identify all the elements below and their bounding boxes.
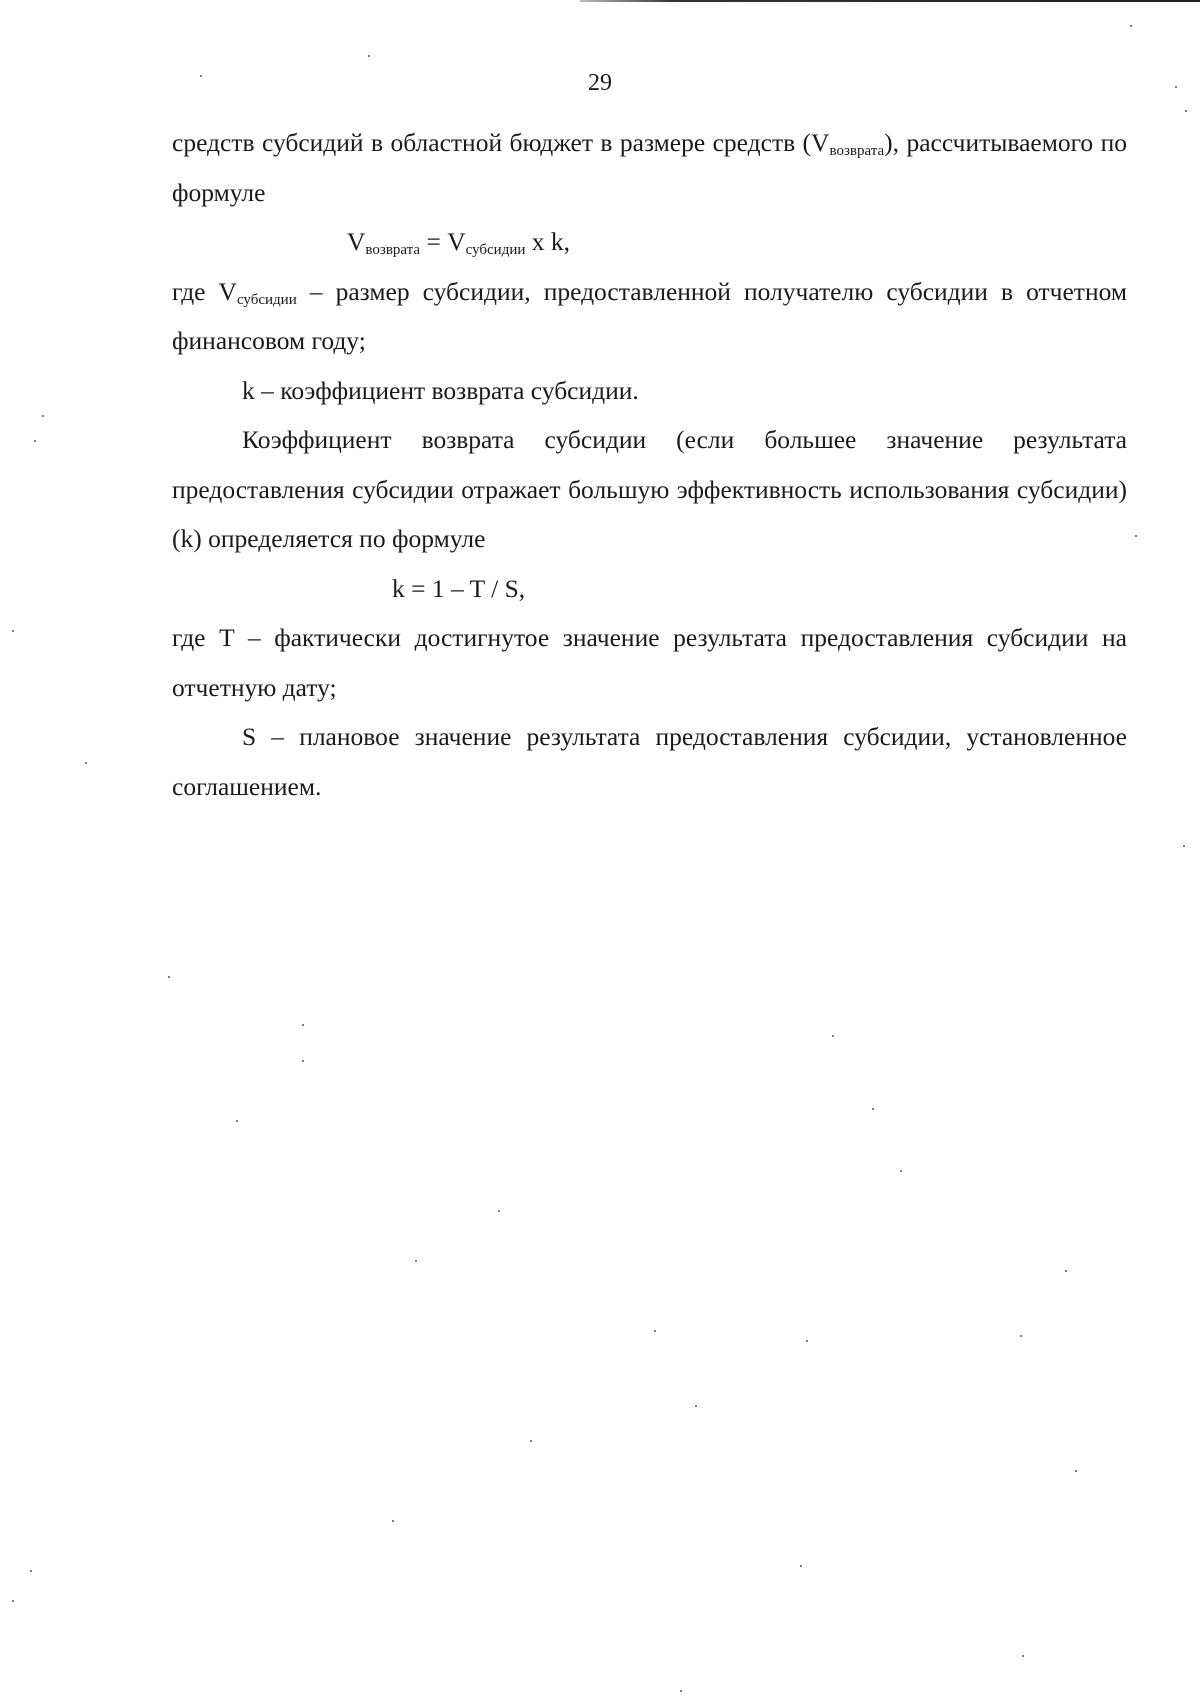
paragraph-intro-text-b: ), <box>884 128 899 157</box>
noise-dot <box>1020 1335 1022 1337</box>
noise-dot <box>368 55 370 57</box>
noise-dot <box>236 1120 238 1122</box>
paragraph-v-subsidy-definition <box>172 267 1127 366</box>
formula-coefficient: k = 1 – T / S, <box>392 573 526 603</box>
noise-dot <box>1175 86 1177 88</box>
subscript-vozvrata: возврата <box>829 143 885 159</box>
noise-dot <box>392 1520 394 1522</box>
paragraph-intro <box>172 118 1127 217</box>
noise-dot <box>200 75 202 77</box>
noise-dot <box>1075 1470 1077 1472</box>
noise-dot <box>1130 25 1132 27</box>
paragraph-t-definition: где T – фактически достигнутое значение результата предоставления субсидии на отчетную дату; <box>172 623 1127 702</box>
noise-dot <box>806 1340 808 1342</box>
scan-edge-line <box>580 0 1200 2</box>
noise-dot <box>415 1260 417 1262</box>
formula-v1-sub: возврата <box>365 242 421 258</box>
paragraph-coefficient: Коэффициент возврата субсидии (если большее значение результата предоставления субсидии отражает большую эффективность использования субсидии) (k) определяется по формуле <box>172 425 1127 553</box>
paragraph-k-definition: k – коэффициент возврата субсидии. <box>242 375 639 405</box>
subscript-subsidii: субсидии <box>236 291 297 308</box>
formula-v1: V <box>347 227 366 256</box>
page-number: 29 <box>588 70 612 96</box>
paragraph-intro-text-c: рассчитываемого по формуле <box>172 128 1128 207</box>
noise-dot <box>900 1170 902 1172</box>
noise-dot <box>800 1565 802 1567</box>
noise-dot <box>34 440 36 442</box>
noise-dot <box>1135 535 1137 537</box>
noise-dot <box>302 1024 304 1026</box>
noise-dot <box>30 1570 32 1572</box>
formula-rest: x k, <box>525 227 571 256</box>
formula-return-amount <box>172 217 1127 267</box>
noise-dot <box>1065 1270 1067 1272</box>
document-body <box>172 118 1127 811</box>
noise-dot <box>12 630 14 632</box>
noise-dot <box>832 1035 834 1037</box>
noise-dot <box>1183 845 1185 847</box>
noise-dot <box>85 762 87 764</box>
noise-dot <box>654 1330 656 1332</box>
noise-dot <box>530 1440 532 1442</box>
noise-dot <box>680 1690 682 1692</box>
noise-dot <box>42 415 44 417</box>
paragraph-s-definition: S – плановое значение результата предоставления субсидии, установленное соглашением. <box>172 722 1127 801</box>
definition-v-text: – размер субсидии, предоставленной получателю субсидии в отчетном финансовом году; <box>172 276 1127 355</box>
noise-dot <box>695 1405 697 1407</box>
formula-v2-sub: субсидии <box>465 242 526 258</box>
paragraph-intro-text-a: средств субсидий в областной бюджет в размере средств (V <box>172 128 830 157</box>
noise-dot <box>498 1210 500 1212</box>
formula-eq: = V <box>420 227 466 256</box>
definition-where-v: где V <box>172 276 237 306</box>
noise-dot <box>168 976 170 978</box>
noise-dot <box>12 1600 14 1602</box>
noise-dot <box>872 1108 874 1110</box>
noise-dot <box>1022 1655 1024 1657</box>
noise-dot <box>302 1060 304 1062</box>
noise-dot <box>1185 110 1187 112</box>
